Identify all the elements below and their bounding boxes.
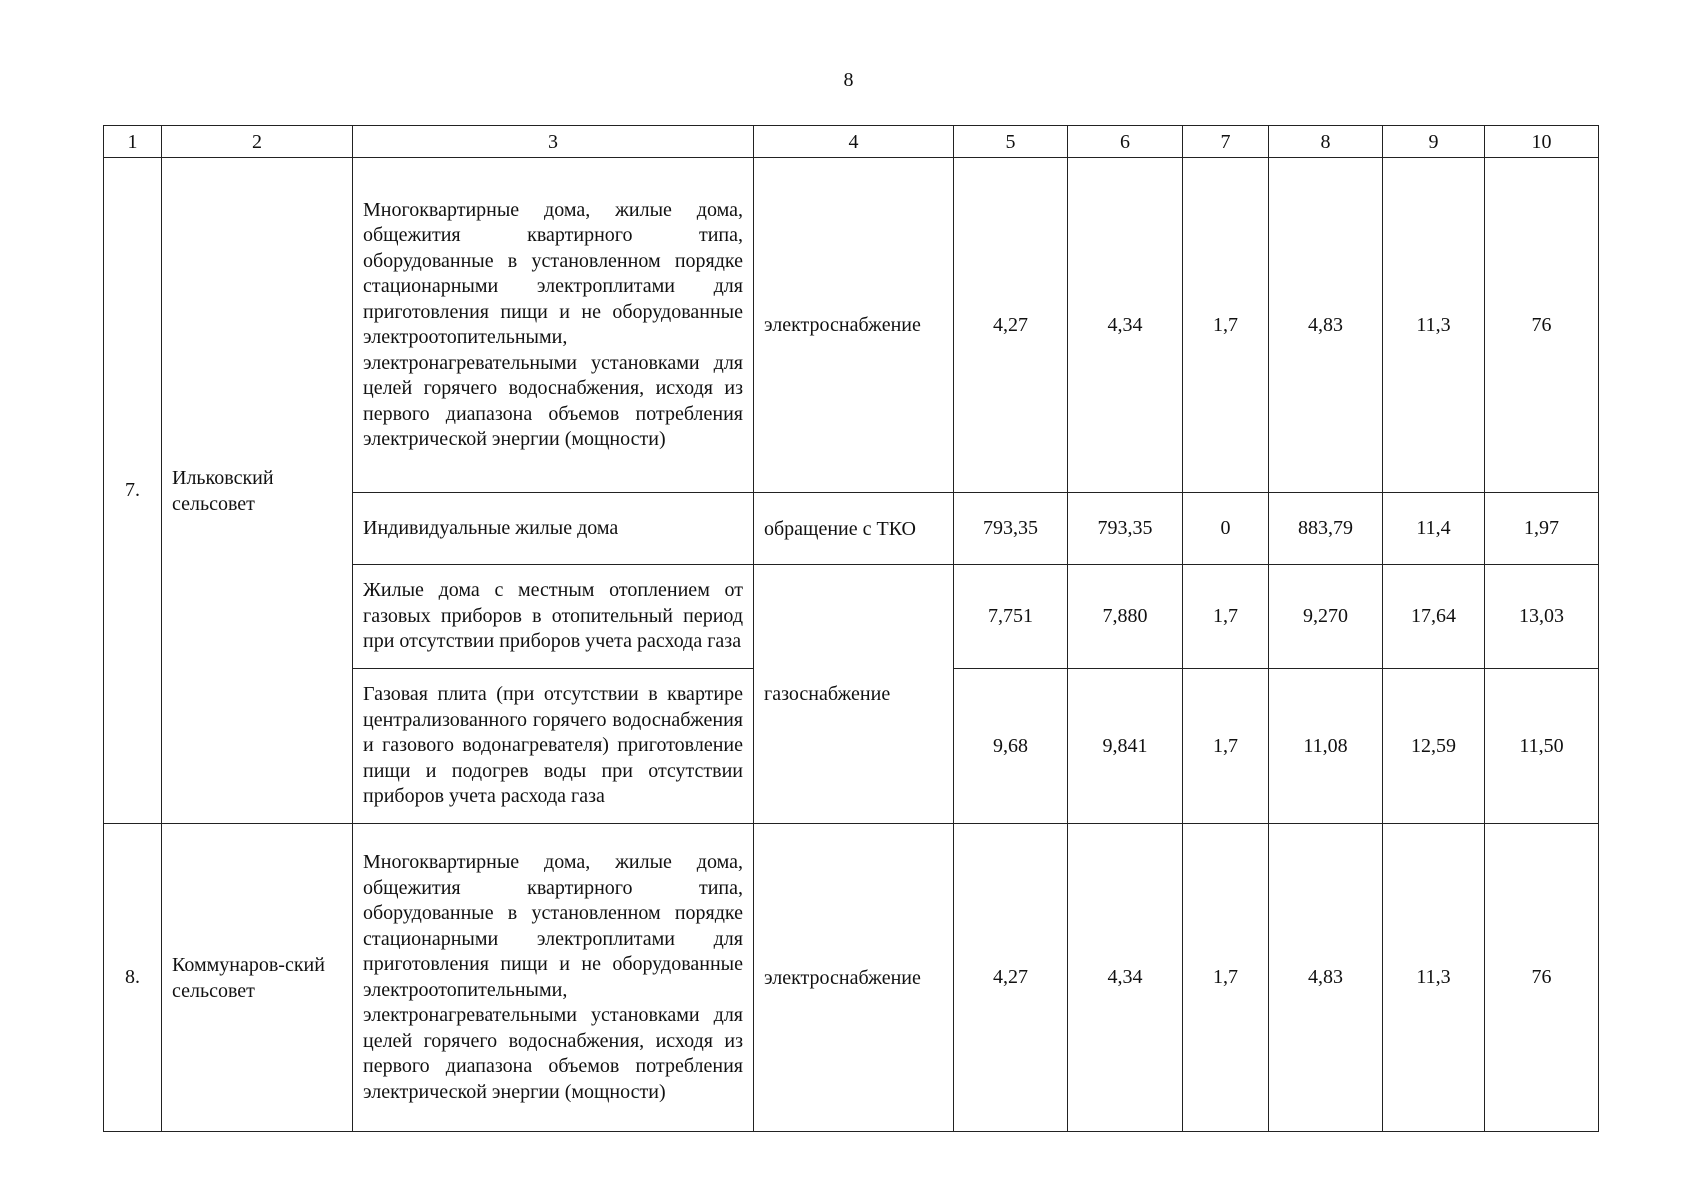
table-cell: 9,68: [954, 669, 1068, 824]
column-header: 8: [1269, 126, 1383, 158]
column-header: 1: [104, 126, 162, 158]
tariff-table: [103, 125, 1599, 1132]
utility-type: газоснабжение: [754, 565, 954, 824]
row-number: 8.: [104, 824, 162, 1132]
consumer-category: Газовая плита (при отсутствии в квартире централизованного горячего водоснабжения и газового водонагревателя) приготовление пищи и подогрев воды при отсутствии приборов учета расхода газа: [353, 669, 754, 824]
table-cell: 13,03: [1485, 565, 1599, 669]
utility-type: электроснабжение: [754, 824, 954, 1132]
table-cell: 1,7: [1183, 669, 1269, 824]
table-cell: 1,7: [1183, 158, 1269, 493]
table-cell: 11,3: [1383, 824, 1485, 1132]
table-cell: 7,751: [954, 565, 1068, 669]
table-cell: 9,270: [1269, 565, 1383, 669]
column-header: 5: [954, 126, 1068, 158]
column-header: 10: [1485, 126, 1599, 158]
table-cell: 1,97: [1485, 493, 1599, 565]
table-cell: 4,83: [1269, 824, 1383, 1132]
table-cell: 17,64: [1383, 565, 1485, 669]
settlement-name: Ильковский сельсовет: [162, 158, 353, 824]
table-cell: 12,59: [1383, 669, 1485, 824]
row-number: 7.: [104, 158, 162, 824]
utility-type: электроснабжение: [754, 158, 954, 493]
table-cell: 4,27: [954, 158, 1068, 493]
table-header-row: [104, 126, 1599, 158]
settlement-name: Коммунаров-ский сельсовет: [162, 824, 353, 1132]
table-cell: 76: [1485, 824, 1599, 1132]
consumer-category: Жилые дома с местным отоплением от газовых приборов в отопительный период при отсутствии приборов учета расхода газа: [353, 565, 754, 669]
consumer-category: Многоквартирные дома, жилые дома, общежития квартирного типа, оборудованные в установленном порядке стационарными электроплитами для приготовления пищи и не оборудованные электроотопительными, электронагревательными установками для целей горячего водоснабжения, исходя из первого диапазона объемов потребления электрической энергии (мощности): [353, 158, 754, 493]
column-header: 2: [162, 126, 353, 158]
table-cell: 1,7: [1183, 565, 1269, 669]
table-cell: 793,35: [954, 493, 1068, 565]
table-cell: 11,50: [1485, 669, 1599, 824]
table-row: [104, 158, 1599, 493]
table-row: [104, 824, 1599, 1132]
utility-type: обращение с ТКО: [754, 493, 954, 565]
consumer-category: Индивидуальные жилые дома: [353, 493, 754, 565]
table-cell: 883,79: [1269, 493, 1383, 565]
table-cell: 793,35: [1068, 493, 1183, 565]
column-header: 3: [353, 126, 754, 158]
table-cell: 11,3: [1383, 158, 1485, 493]
table-cell: 11,4: [1383, 493, 1485, 565]
table-cell: 4,27: [954, 824, 1068, 1132]
table-cell: 7,880: [1068, 565, 1183, 669]
column-header: 9: [1383, 126, 1485, 158]
column-header: 7: [1183, 126, 1269, 158]
table-cell: 0: [1183, 493, 1269, 565]
table-cell: 4,83: [1269, 158, 1383, 493]
column-header: 6: [1068, 126, 1183, 158]
column-header: 4: [754, 126, 954, 158]
table-cell: 76: [1485, 158, 1599, 493]
table-cell: 11,08: [1269, 669, 1383, 824]
consumer-category: Многоквартирные дома, жилые дома, общежития квартирного типа, оборудованные в установленном порядке стационарными электроплитами для приготовления пищи и не оборудованные электроотопительными, электронагревательными установками для целей горячего водоснабжения, исходя из первого диапазона объемов потребления электрической энергии (мощности): [353, 824, 754, 1132]
table-cell: 9,841: [1068, 669, 1183, 824]
page-number: 8: [843, 69, 854, 91]
table-cell: 4,34: [1068, 824, 1183, 1132]
table-cell: 4,34: [1068, 158, 1183, 493]
table-cell: 1,7: [1183, 824, 1269, 1132]
